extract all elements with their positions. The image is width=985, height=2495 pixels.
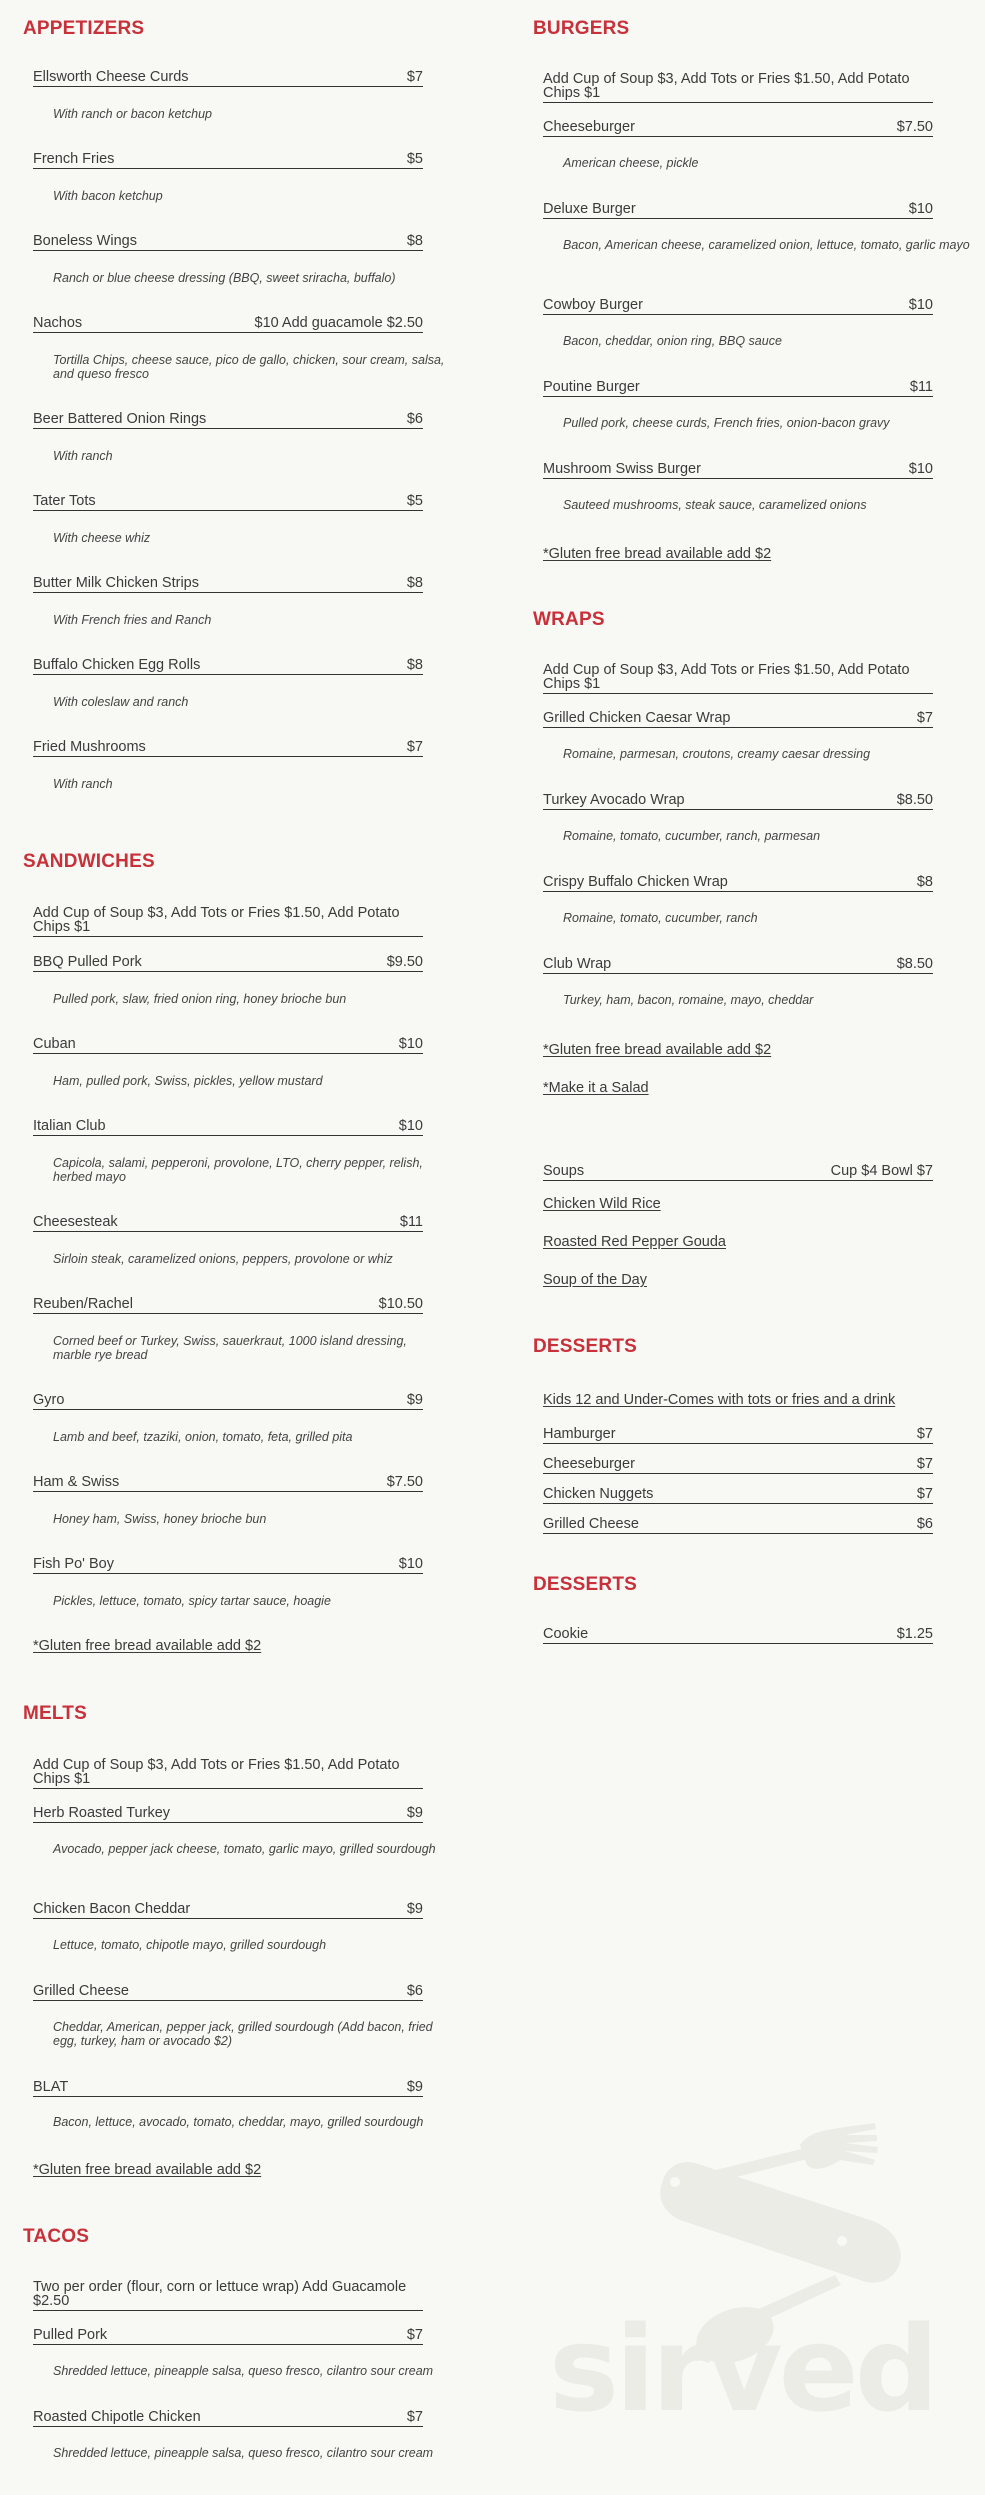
menu-item-row[interactable] bbox=[543, 462, 933, 479]
item-price: $8 bbox=[406, 575, 423, 591]
section-note: Two per order (flour, corn or lettuce wrap) Add Guacamole $2.50 bbox=[33, 2280, 423, 2311]
menu-item-row[interactable] bbox=[33, 576, 423, 593]
item-price: $5 bbox=[406, 493, 423, 509]
item-description: Lettuce, tomato, chipotle mayo, grilled sourdough bbox=[53, 1938, 327, 1952]
item-name: BBQ Pulled Pork bbox=[33, 954, 142, 970]
item-price: $8.50 bbox=[896, 956, 933, 972]
item-price: $10.50 bbox=[378, 1296, 423, 1312]
item-price: $7 bbox=[406, 69, 423, 85]
item-description: Sauteed mushrooms, steak sauce, caramelized onions bbox=[563, 498, 867, 512]
item-name: Ham & Swiss bbox=[33, 1474, 120, 1490]
item-description: Pulled pork, cheese curds, French fries, onion-bacon gravy bbox=[563, 416, 890, 430]
item-name: Butter Milk Chicken Strips bbox=[33, 575, 199, 591]
menu-item-row[interactable] bbox=[543, 1487, 933, 1504]
item-name: Poutine Burger bbox=[543, 379, 640, 395]
item-price: $8 bbox=[406, 233, 423, 249]
menu-item-row[interactable] bbox=[543, 1627, 933, 1644]
menu-item-row[interactable] bbox=[33, 152, 423, 169]
item-name: Fried Mushrooms bbox=[33, 739, 146, 755]
item-name: Mushroom Swiss Burger bbox=[543, 461, 701, 477]
item-price: $9 bbox=[406, 1805, 423, 1821]
item-description: Honey ham, Swiss, honey brioche bun bbox=[53, 1512, 267, 1526]
item-name: Club Wrap bbox=[543, 956, 612, 972]
item-description: With ranch bbox=[53, 449, 113, 463]
item-name: French Fries bbox=[33, 151, 115, 167]
item-name: Italian Club bbox=[33, 1118, 106, 1134]
item-price: $7.50 bbox=[386, 1474, 423, 1490]
item-name: Boneless Wings bbox=[33, 233, 137, 249]
menu-item-row[interactable] bbox=[33, 740, 423, 757]
item-name: Cheesesteak bbox=[33, 1214, 118, 1230]
menu-item-row[interactable] bbox=[33, 494, 423, 511]
item-price: $10 bbox=[908, 297, 933, 313]
item-description: Bacon, lettuce, avocado, tomato, cheddar, mayo, grilled sourdough bbox=[53, 2115, 424, 2129]
menu-item-row[interactable] bbox=[33, 316, 423, 333]
soup-item[interactable]: Soup of the Day bbox=[543, 1272, 647, 1288]
item-description: With coleslaw and ranch bbox=[53, 695, 189, 709]
watermark-text: sirved bbox=[548, 2300, 936, 2415]
menu-item-row[interactable] bbox=[33, 1393, 423, 1410]
menu-item-row[interactable] bbox=[33, 955, 423, 972]
menu-item-row[interactable] bbox=[33, 70, 423, 87]
soup-item[interactable]: Chicken Wild Rice bbox=[543, 1196, 661, 1212]
make-it-salad-note[interactable]: *Make it a Salad bbox=[543, 1080, 649, 1096]
menu-item-row[interactable] bbox=[543, 1427, 933, 1444]
item-price: $7 bbox=[406, 2409, 423, 2425]
menu-item-row[interactable] bbox=[543, 202, 933, 219]
menu-item-row[interactable] bbox=[33, 234, 423, 251]
item-price: $5 bbox=[406, 151, 423, 167]
item-price: $7 bbox=[916, 1486, 933, 1502]
item-description: Bacon, cheddar, onion ring, BBQ sauce bbox=[563, 334, 782, 348]
menu-item-row[interactable] bbox=[543, 380, 933, 397]
item-name: Chicken Nuggets bbox=[543, 1486, 654, 1502]
item-name: Nachos bbox=[33, 315, 83, 331]
item-name: Hamburger bbox=[543, 1426, 616, 1442]
gluten-free-note[interactable]: *Gluten free bread available add $2 bbox=[33, 1638, 262, 1654]
menu-item-row[interactable] bbox=[33, 2328, 423, 2345]
section-note: Add Cup of Soup $3, Add Tots or Fries $1.50, Add Potato Chips $1 bbox=[543, 72, 933, 103]
item-name: BLAT bbox=[33, 2079, 69, 2095]
item-price: $8 bbox=[406, 657, 423, 673]
soups-row[interactable] bbox=[543, 1164, 933, 1181]
item-description: Avocado, pepper jack cheese, tomato, garlic mayo, grilled sourdough bbox=[53, 1842, 436, 1856]
item-description: Ranch or blue cheese dressing (BBQ, sweet sriracha, buffalo) bbox=[53, 271, 396, 285]
item-description: Cheddar, American, pepper jack, grilled sourdough (Add bacon, fried egg, turkey, ham or avocado $2) bbox=[53, 2020, 433, 2048]
item-price: $7 bbox=[916, 1426, 933, 1442]
menu-item-row[interactable] bbox=[33, 1984, 423, 2001]
item-price: $10 bbox=[908, 201, 933, 217]
menu-item-row[interactable] bbox=[33, 1037, 423, 1054]
soup-item[interactable]: Roasted Red Pepper Gouda bbox=[543, 1234, 726, 1250]
menu-item-row[interactable] bbox=[33, 1902, 423, 1919]
item-price: $6 bbox=[406, 411, 423, 427]
menu-item-row[interactable] bbox=[33, 658, 423, 675]
item-price: $10 bbox=[398, 1036, 423, 1052]
item-description: Shredded lettuce, pineapple salsa, queso fresco, cilantro sour cream bbox=[53, 2446, 434, 2460]
item-name: Ellsworth Cheese Curds bbox=[33, 69, 189, 85]
item-price: $10 bbox=[398, 1118, 423, 1134]
menu-item-row[interactable] bbox=[33, 1119, 423, 1136]
item-description: American cheese, pickle bbox=[563, 156, 699, 170]
item-name: Grilled Cheese bbox=[33, 1983, 129, 1999]
menu-item-row[interactable] bbox=[33, 1475, 423, 1492]
item-description: Sirloin steak, caramelized onions, peppers, provolone or whiz bbox=[53, 1252, 393, 1266]
section-title-desserts: DESSERTS bbox=[533, 1574, 638, 1595]
section-note: Add Cup of Soup $3, Add Tots or Fries $1.50, Add Potato Chips $1 bbox=[33, 906, 423, 937]
menu-item-row[interactable] bbox=[543, 711, 933, 728]
menu-item-row[interactable] bbox=[33, 1215, 423, 1232]
item-name: Soups bbox=[543, 1163, 585, 1179]
item-description: Pickles, lettuce, tomato, spicy tartar sauce, hoagie bbox=[53, 1594, 331, 1608]
item-name: Pulled Pork bbox=[33, 2327, 108, 2343]
item-name: Grilled Chicken Caesar Wrap bbox=[543, 710, 731, 726]
item-description: With French fries and Ranch bbox=[53, 613, 212, 627]
item-price: $10 bbox=[398, 1556, 423, 1572]
item-price: $7 bbox=[916, 710, 933, 726]
item-name: Cheeseburger bbox=[543, 1456, 635, 1472]
section-title-sandwiches: SANDWICHES bbox=[23, 851, 155, 872]
item-name: Grilled Cheese bbox=[543, 1516, 639, 1532]
item-price: $7 bbox=[916, 1456, 933, 1472]
item-description: Corned beef or Turkey, Swiss, sauerkraut, 1000 island dressing, marble rye bread bbox=[53, 1334, 407, 1362]
item-name: Buffalo Chicken Egg Rolls bbox=[33, 657, 201, 673]
item-price: $9 bbox=[406, 2079, 423, 2095]
item-description: Bacon, American cheese, caramelized onion, lettuce, tomato, garlic mayo bbox=[563, 238, 970, 252]
item-name: Cheeseburger bbox=[543, 119, 635, 135]
item-name: Herb Roasted Turkey bbox=[33, 1805, 171, 1821]
item-price: $8 bbox=[916, 874, 933, 890]
menu-item-row[interactable] bbox=[33, 1806, 423, 1823]
section-note: Kids 12 and Under-Comes with tots or fries and a drink bbox=[543, 1392, 896, 1408]
gluten-free-note[interactable]: *Gluten free bread available add $2 bbox=[543, 546, 772, 562]
gluten-free-note[interactable]: *Gluten free bread available add $2 bbox=[33, 2162, 262, 2178]
item-price: $9 bbox=[406, 1901, 423, 1917]
item-description: Ham, pulled pork, Swiss, pickles, yellow mustard bbox=[53, 1074, 323, 1088]
item-name: Deluxe Burger bbox=[543, 201, 636, 217]
item-name: Gyro bbox=[33, 1392, 65, 1408]
item-name: Cuban bbox=[33, 1036, 76, 1052]
item-name: Tater Tots bbox=[33, 493, 96, 509]
item-description: Romaine, tomato, cucumber, ranch, parmesan bbox=[563, 829, 821, 843]
section-note: Add Cup of Soup $3, Add Tots or Fries $1.50, Add Potato Chips $1 bbox=[33, 1758, 423, 1789]
item-price: $7 bbox=[406, 2327, 423, 2343]
menu-item-row[interactable] bbox=[543, 793, 933, 810]
item-description: Turkey, ham, bacon, romaine, mayo, cheddar bbox=[563, 993, 814, 1007]
menu-item-row[interactable] bbox=[33, 2080, 423, 2097]
item-name: Cowboy Burger bbox=[543, 297, 643, 313]
section-title-burgers: BURGERS bbox=[533, 18, 630, 39]
section-title-kids: DESSERTS bbox=[533, 1336, 638, 1357]
item-price: $10 bbox=[908, 461, 933, 477]
section-title-wraps: WRAPS bbox=[533, 609, 605, 630]
menu-item-row[interactable] bbox=[543, 1517, 933, 1534]
item-description: Capicola, salami, pepperoni, provolone, LTO, cherry pepper, relish, herbed mayo bbox=[53, 1156, 423, 1184]
item-description: Pulled pork, slaw, fried onion ring, honey brioche bun bbox=[53, 992, 347, 1006]
section-note: Add Cup of Soup $3, Add Tots or Fries $1.50, Add Potato Chips $1 bbox=[543, 663, 933, 694]
menu-item-row[interactable] bbox=[33, 2410, 423, 2427]
sirved-watermark bbox=[545, 2085, 940, 2415]
item-price: $11 bbox=[909, 379, 933, 395]
item-name: Chicken Bacon Cheddar bbox=[33, 1901, 191, 1917]
menu-item-row[interactable] bbox=[33, 412, 423, 429]
item-description: With bacon ketchup bbox=[53, 189, 163, 203]
item-price: $9.50 bbox=[386, 954, 423, 970]
item-description: With cheese whiz bbox=[53, 531, 151, 545]
item-description: Romaine, parmesan, croutons, creamy caesar dressing bbox=[563, 747, 871, 761]
item-name: Cookie bbox=[543, 1626, 589, 1642]
menu-item-row[interactable] bbox=[543, 957, 933, 974]
item-name: Turkey Avocado Wrap bbox=[543, 792, 685, 808]
menu-item-row[interactable] bbox=[543, 875, 933, 892]
item-price: $7 bbox=[406, 739, 423, 755]
item-price: $9 bbox=[406, 1392, 423, 1408]
menu-item-row[interactable] bbox=[543, 120, 933, 137]
item-price: $6 bbox=[916, 1516, 933, 1532]
item-price: $1.25 bbox=[896, 1626, 933, 1642]
menu-item-row[interactable] bbox=[543, 298, 933, 315]
utensil-knife-icon bbox=[545, 2085, 940, 2415]
section-title-tacos: TACOS bbox=[23, 2226, 90, 2247]
item-price: $8.50 bbox=[896, 792, 933, 808]
item-description: Romaine, tomato, cucumber, ranch bbox=[563, 911, 758, 925]
item-price: Cup $4 Bowl $7 bbox=[830, 1163, 933, 1179]
menu-item-row[interactable] bbox=[33, 1557, 423, 1574]
item-price: $10 Add guacamole $2.50 bbox=[254, 315, 423, 331]
item-price: $6 bbox=[406, 1983, 423, 1999]
menu-item-row[interactable] bbox=[543, 1457, 933, 1474]
section-title-appetizers: APPETIZERS bbox=[23, 18, 145, 39]
item-name: Roasted Chipotle Chicken bbox=[33, 2409, 201, 2425]
item-description: Tortilla Chips, cheese sauce, pico de gallo, chicken, sour cream, salsa, and queso fresco bbox=[53, 353, 445, 381]
item-description: With ranch bbox=[53, 777, 113, 791]
item-price: $7.50 bbox=[896, 119, 933, 135]
item-name: Crispy Buffalo Chicken Wrap bbox=[543, 874, 728, 890]
section-title-melts: MELTS bbox=[23, 1703, 87, 1724]
item-name: Reuben/Rachel bbox=[33, 1296, 133, 1312]
item-description: Lamb and beef, tzaziki, onion, tomato, feta, grilled pita bbox=[53, 1430, 353, 1444]
item-name: Beer Battered Onion Rings bbox=[33, 411, 207, 427]
menu-item-row[interactable] bbox=[33, 1297, 423, 1314]
gluten-free-note[interactable]: *Gluten free bread available add $2 bbox=[543, 1042, 772, 1058]
item-name: Fish Po' Boy bbox=[33, 1556, 114, 1572]
item-description: Shredded lettuce, pineapple salsa, queso fresco, cilantro sour cream bbox=[53, 2364, 434, 2378]
item-description: With ranch or bacon ketchup bbox=[53, 107, 213, 121]
item-price: $11 bbox=[399, 1214, 423, 1230]
